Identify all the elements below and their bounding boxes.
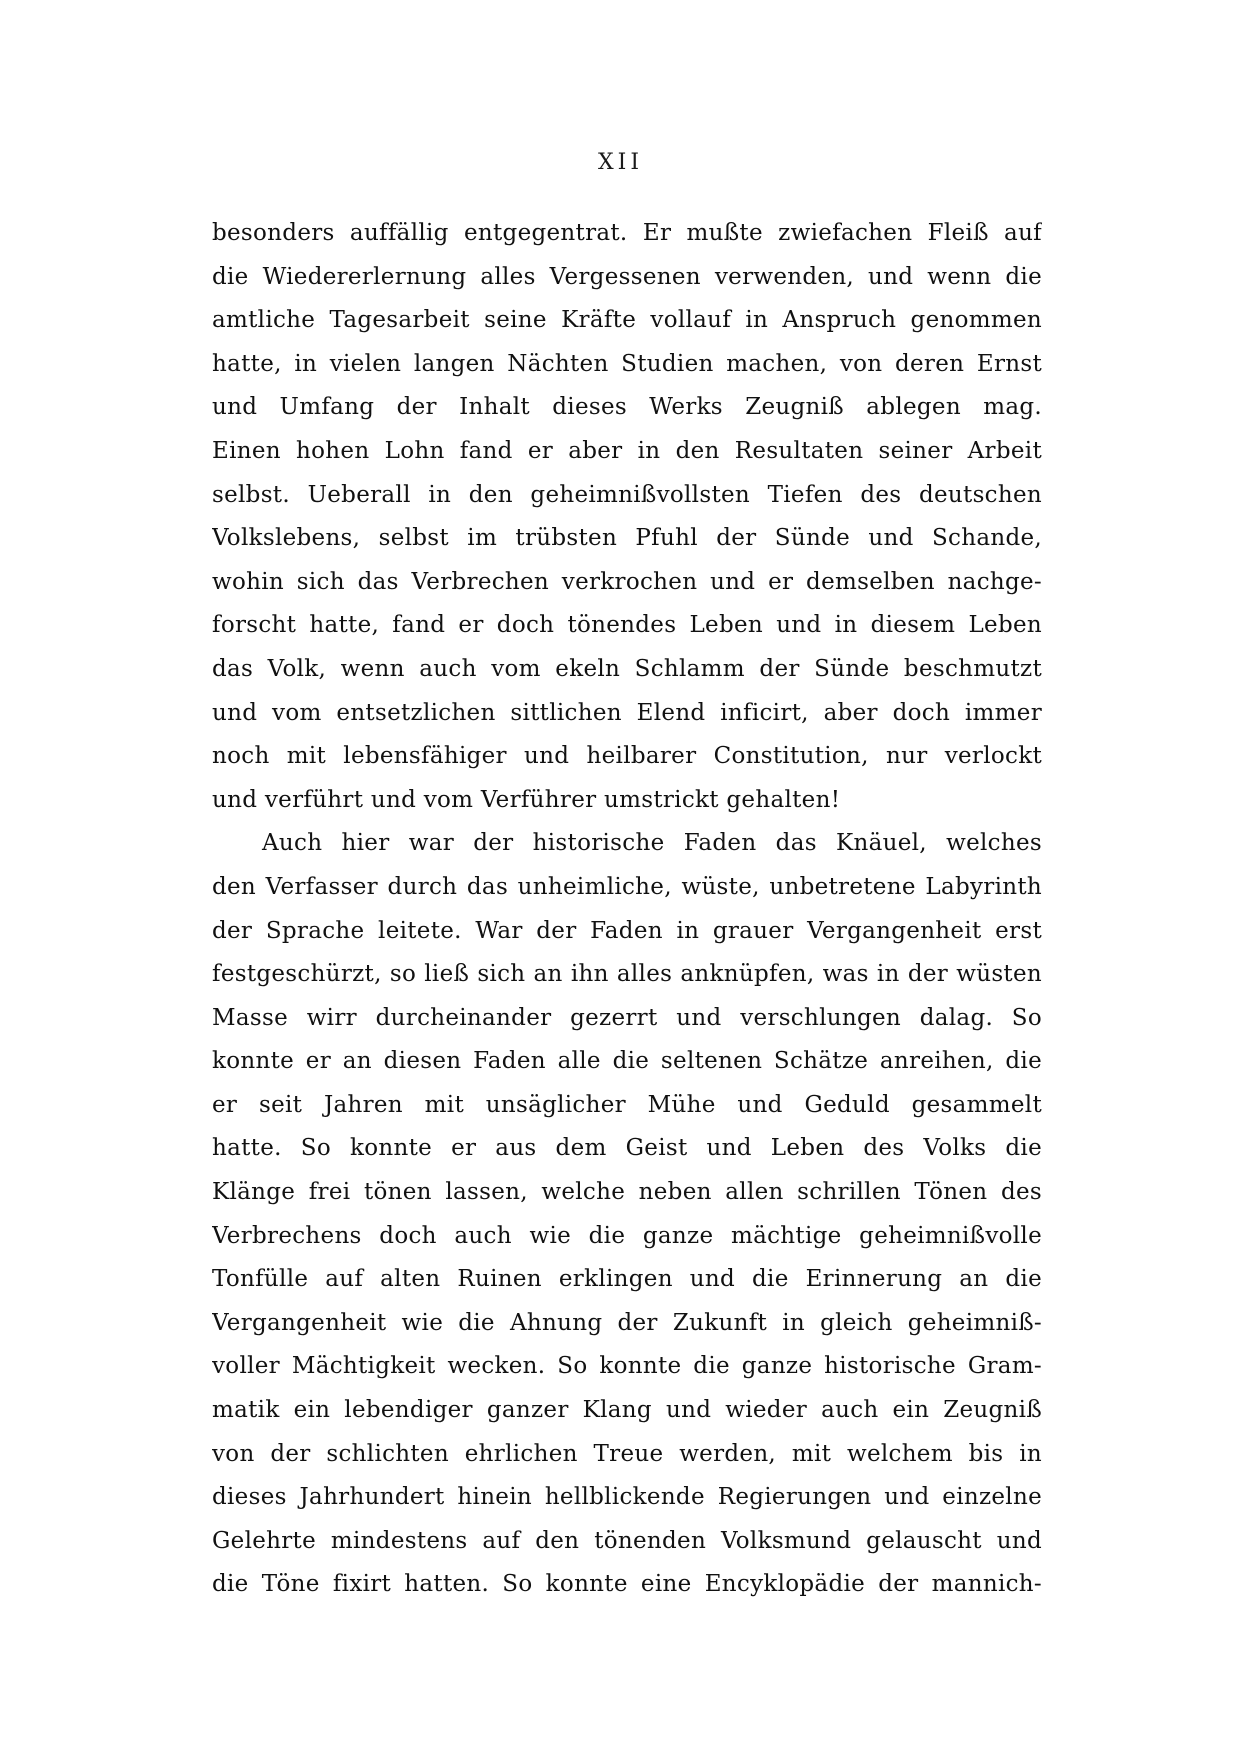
text-line: dieses Jahrhundert hinein hellblickende Regierungen und einzelne: [212, 1484, 1042, 1511]
text-line: Klänge frei tönen lassen, welche neben allen schrillen Tönen des: [212, 1179, 1042, 1206]
paragraph-2: [212, 822, 1042, 1607]
page-number: XII: [597, 150, 644, 175]
text-line: das Volk, wenn auch vom ekeln Schlamm der Sünde beschmutzt: [212, 655, 1042, 682]
text-line: Gelehrte mindestens auf den tönenden Volksmund gelauscht und: [212, 1527, 1042, 1554]
body-text: [212, 212, 1042, 1607]
text-line: wohin sich das Verbrechen verkrochen und er demselben nachge-: [212, 568, 1042, 595]
text-line: noch mit lebensfähiger und heilbarer Constitution, nur verlockt: [212, 743, 1042, 770]
text-line: Verbrechens doch auch wie die ganze mächtige geheimnißvolle: [212, 1222, 1042, 1249]
text-line: Tonfülle auf alten Ruinen erklingen und die Erinnerung an die: [212, 1266, 1042, 1293]
text-line: matik ein lebendiger ganzer Klang und wieder auch ein Zeugniß: [212, 1397, 1042, 1424]
text-line: und vom entsetzlichen sittlichen Elend inficirt, aber doch immer: [212, 699, 1042, 726]
text-line: festgeschürzt, so ließ sich an ihn alles anknüpfen, was in der wüsten: [212, 961, 1042, 988]
text-line: und verführt und vom Verführer umstrickt gehalten!: [212, 786, 841, 813]
text-line: der Sprache leitete. War der Faden in grauer Vergangenheit erst: [212, 917, 1042, 944]
paragraph-1: [212, 212, 1042, 822]
text-line: die Töne fixirt hatten. So konnte eine Encyklopädie der mannich-: [212, 1571, 1042, 1598]
text-line: hatte. So konnte er aus dem Geist und Leben des Volks die: [212, 1135, 1042, 1162]
text-line: selbst. Ueberall in den geheimnißvollsten Tiefen des deutschen: [212, 481, 1042, 508]
text-line: er seit Jahren mit unsäglicher Mühe und Geduld gesammelt: [212, 1091, 1042, 1118]
text-line: Einen hohen Lohn fand er aber in den Resultaten seiner Arbeit: [212, 437, 1042, 464]
text-line: Volkslebens, selbst im trübsten Pfuhl der Sünde und Schande,: [212, 525, 1042, 552]
text-line: besonders auffällig entgegentrat. Er mußte zwiefachen Fleiß auf: [212, 220, 1042, 246]
text-line: amtliche Tagesarbeit seine Kräfte vollauf in Anspruch genommen: [212, 307, 1042, 334]
text-line: Auch hier war der historische Faden das Knäuel, welches: [262, 830, 1042, 857]
text-line: von der schlichten ehrlichen Treue werden, mit welchem bis in: [212, 1440, 1042, 1467]
text-line: konnte er an diesen Faden alle die seltenen Schätze anreihen, die: [212, 1048, 1042, 1075]
text-line: und Umfang der Inhalt dieses Werks Zeugniß ablegen mag.: [212, 394, 1042, 421]
text-line: Vergangenheit wie die Ahnung der Zukunft in gleich geheimniß-: [212, 1309, 1042, 1336]
text-line: hatte, in vielen langen Nächten Studien machen, von deren Ernst: [212, 350, 1042, 377]
text-line: Masse wirr durcheinander gezerrt und verschlungen dalag. So: [212, 1004, 1042, 1031]
text-line: voller Mächtigkeit wecken. So konnte die ganze historische Gram-: [212, 1353, 1042, 1380]
text-line: den Verfasser durch das unheimliche, wüste, unbetretene Labyrinth: [212, 873, 1042, 900]
text-line: forscht hatte, fand er doch tönendes Leben und in diesem Leben: [212, 612, 1042, 639]
text-line: die Wiedererlernung alles Vergessenen verwenden, und wenn die: [212, 263, 1042, 290]
